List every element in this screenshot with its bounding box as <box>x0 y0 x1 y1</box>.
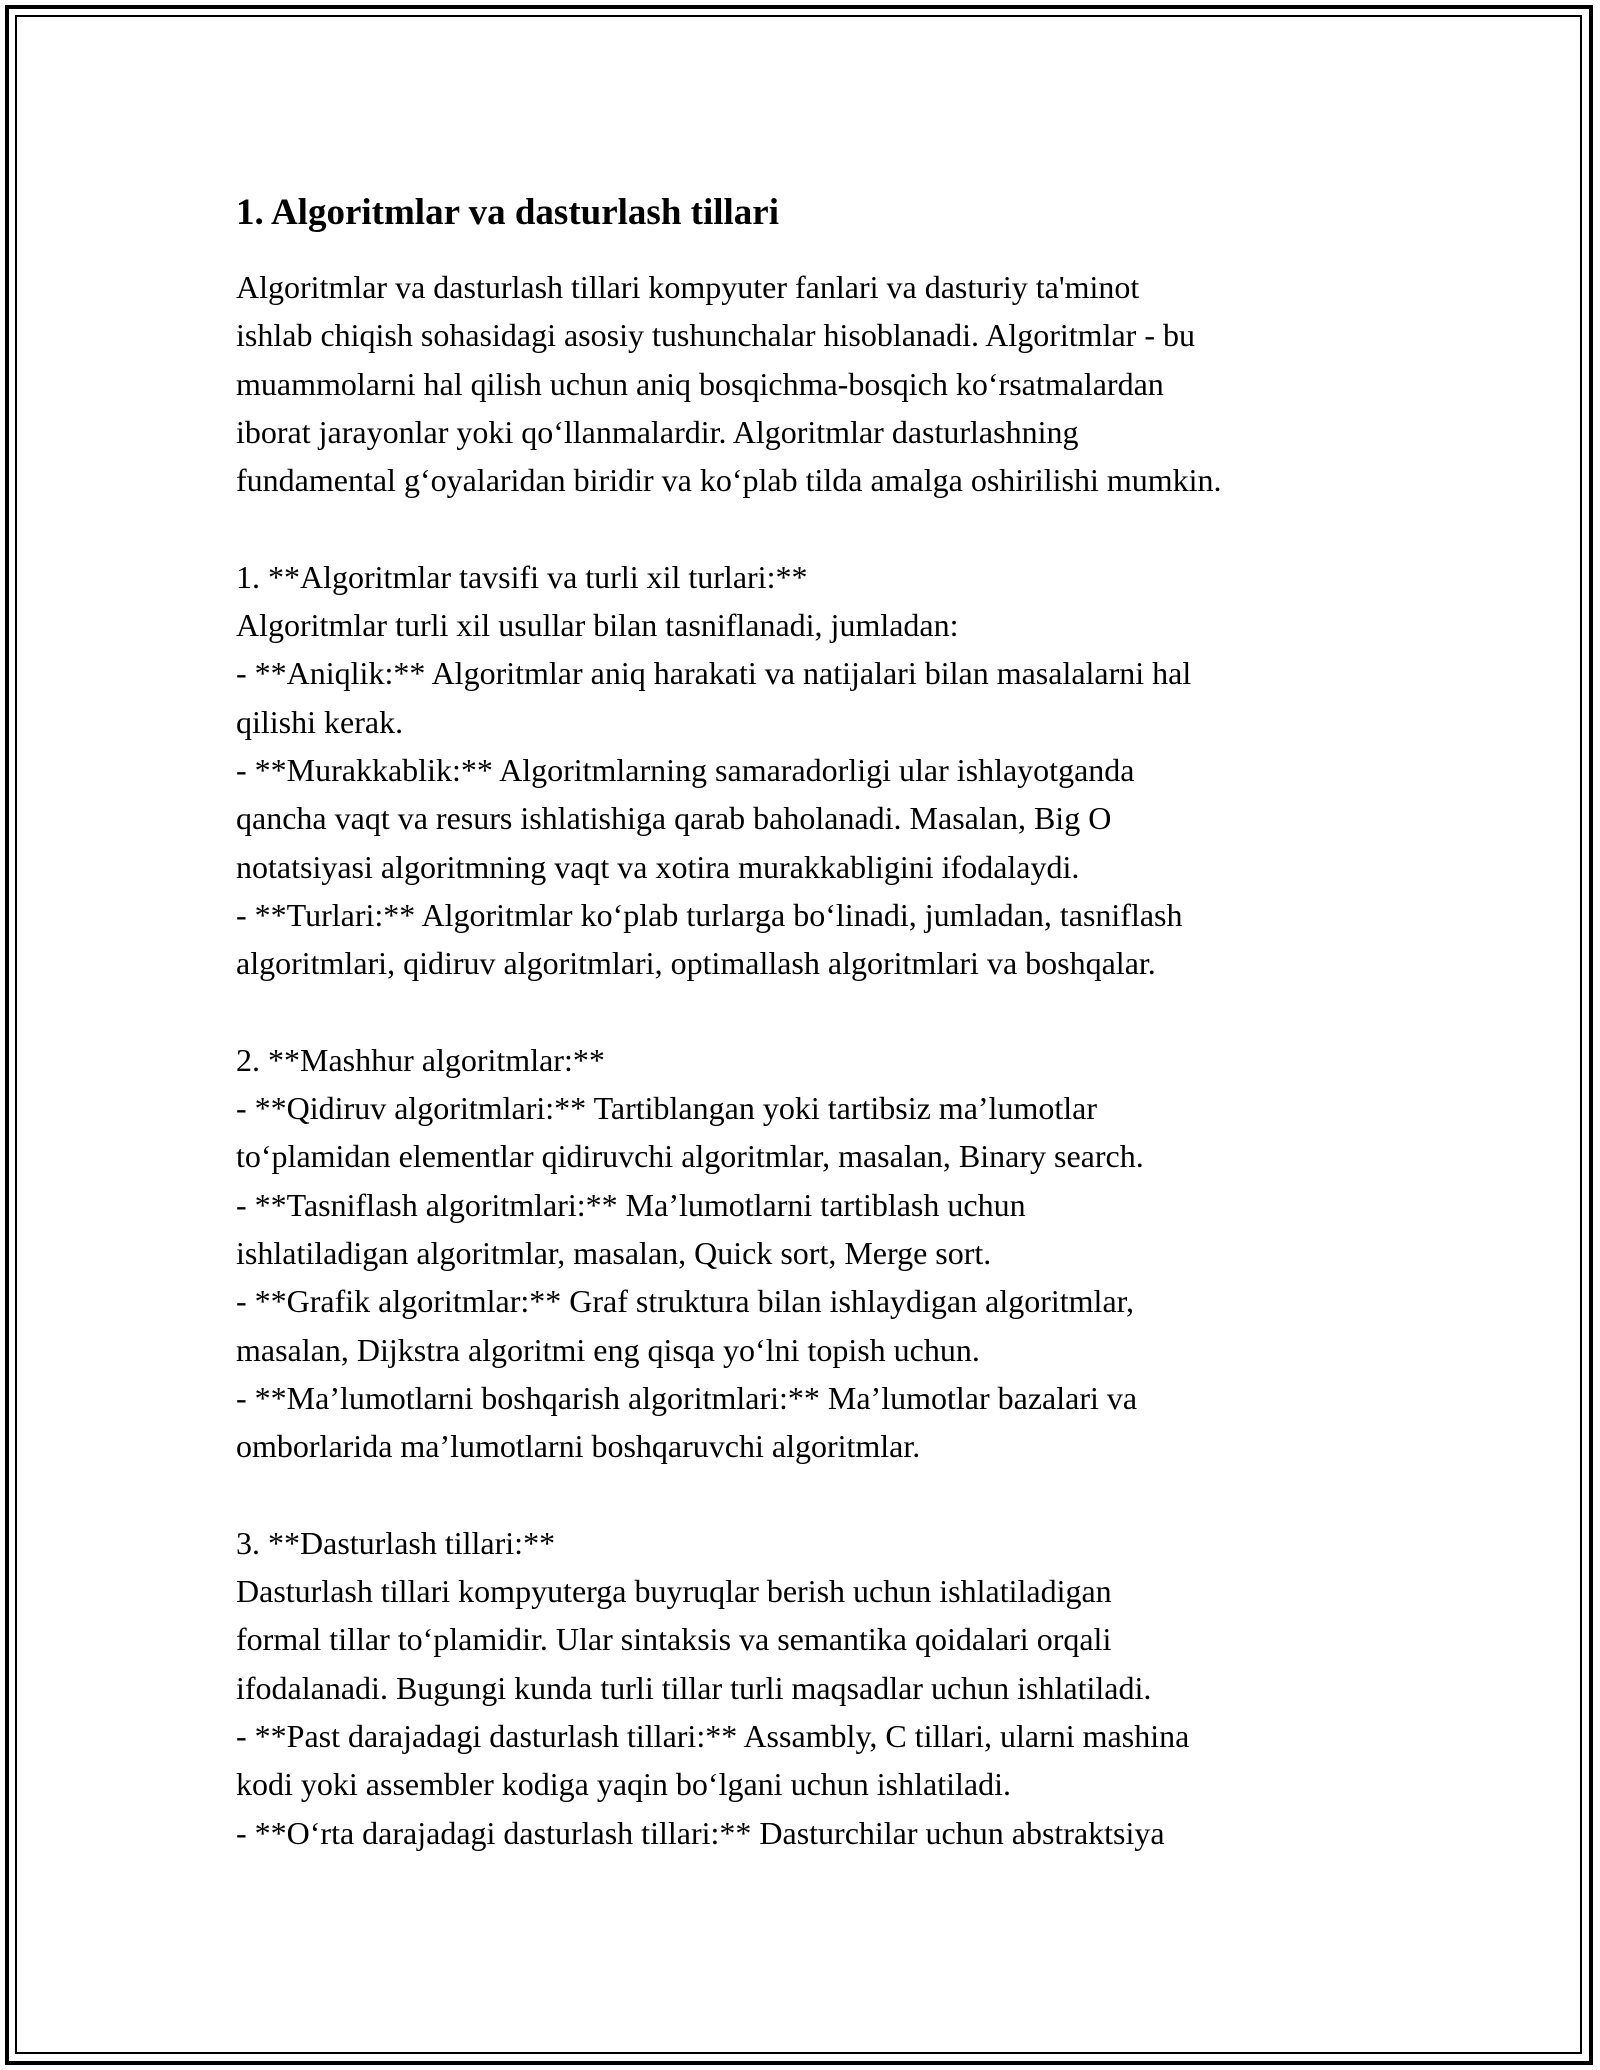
document-body <box>236 185 1396 1857</box>
popular-algorithms-section: 2. **Mashhur algoritmlar:** - **Qidiruv algoritmlari:** Tartiblangan yoki tartibsiz ma’lumotlar to‘plamidan elementlar qidiruvchi algoritmlar, masalan, Binary search. - **Tasniflash algoritmlari:** Ma’lumotlarni tartiblash uchun ishlatiladigan algoritmlar, masalan, Quick sort, Merge sort. - **Grafik algoritmlar:** Graf struktura bilan ishlaydigan algoritmlar, masalan, Dijkstra algoritmi eng qisqa yo‘lni topish uchun. - **Ma’lumotlarni boshqarish algoritmlari:** Ma’lumotlar bazalari va omborlarida ma’lumotlarni boshqaruvchi algoritmlar. <box>236 1041 1144 1465</box>
programming-languages-section: 3. **Dasturlash tillari:** Dasturlash tillari kompyuterga buyruqlar berish uchun ishlatiladigan formal tillar to‘plamidir. Ular sintaksis va semantika qoidalari orqali ifodalanadi. Bugungi kunda turli tillar turli maqsadlar uchun ishlatiladi. - **Past darajadagi dasturlash tillari:** Assambly, C tillari, ularni mashina kodi yoki assembler kodiga yaqin bo‘lgani uchun ishlatiladi. - **O‘rta darajadagi dasturlash tillari:** Dasturchilar uchun abstraktsiya <box>236 1524 1190 1851</box>
section-heading: 1. Algoritmlar va dasturlash tillari <box>236 192 780 233</box>
spacer-line <box>236 504 1396 552</box>
spacer-line <box>236 987 1396 1035</box>
intro-paragraph: Algoritmlar va dasturlash tillari kompyuter fanlari va dasturiy ta'minot ishlab chiqish sohasidagi asosiy tushunchalar hisoblanadi. Algoritmlar - bu muammolarni hal qilish uchun aniq bosqichma-bosqich ko‘rsatmalardan iborat jarayonlar yoki qo‘llanmalardir. Algoritmlar dasturlashning fundamental g‘oyalaridan biridir va ko‘plab tilda amalga oshirilishi mumkin. <box>236 269 1222 499</box>
spacer-line <box>236 1470 1396 1518</box>
algorithm-types-section: 1. **Algoritmlar tavsifi va turli xil turlari:** Algoritmlar turli xil usullar bilan tasniflanadi, jumladan: - **Aniqlik:** Algoritmlar aniq harakati va natijalari bilan masalalarni hal qilishi kerak. - **Murakkablik:** Algoritmlarning samaradorligi ular ishlayotganda qancha vaqt va resurs ishlatishiga qarab baholanadi. Masalan, Big O notatsiyasi algoritmning vaqt va xotira murakkabligini ifodalaydi. - **Turlari:** Algoritmlar ko‘plab turlarga bo‘linadi, jumladan, tasniflash algoritmlari, qidiruv algoritmlari, optimallash algoritmlari va boshqalar. <box>236 558 1192 982</box>
